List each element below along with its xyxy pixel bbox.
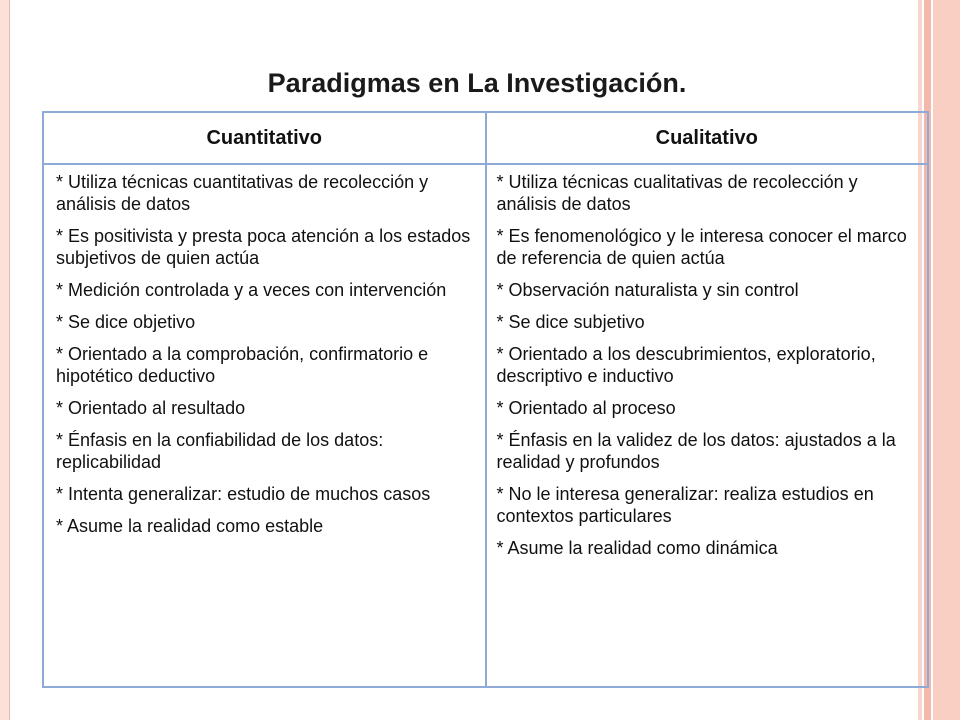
list-item: * Orientado a los descubrimientos, exploratorio, descriptivo e inductivo <box>496 344 876 386</box>
list-item: * Utiliza técnicas cuantitativas de recolección y análisis de datos <box>56 172 429 214</box>
list-item: * Orientado a la comprobación, confirmatorio e hipotético deductivo <box>56 344 429 386</box>
list-item: * Orientado al proceso <box>496 398 676 418</box>
header-cuantitativo: Cuantitativo <box>43 112 486 164</box>
list-item: * Es positivista y presta poca atención a los estados subjetivos de quien actúa <box>56 226 471 268</box>
list-item: * Énfasis en la validez de los datos: ajustados a la realidad y profundos <box>496 430 896 472</box>
list-item: * Es fenomenológico y le interesa conocer el marco de referencia de quien actúa <box>496 226 907 268</box>
list-item: * Orientado al resultado <box>56 398 246 418</box>
list-item: * Se dice subjetivo <box>496 312 645 332</box>
list-item: * Medición controlada y a veces con intervención <box>56 280 447 300</box>
list-item: * No le interesa generalizar: realiza estudios en contextos particulares <box>496 484 874 526</box>
table-header-row <box>43 112 928 164</box>
list-item: * Se dice objetivo <box>56 312 196 332</box>
comparison-table <box>42 111 929 688</box>
left-decorative-border <box>0 0 10 720</box>
list-item: * Énfasis en la confiabilidad de los datos: replicabilidad <box>56 430 384 472</box>
cuantitativo-column <box>43 164 486 687</box>
list-item: * Asume la realidad como estable <box>56 516 324 536</box>
table-row <box>43 164 928 687</box>
list-item: * Intenta generalizar: estudio de muchos casos <box>56 484 431 504</box>
slide-title: Paradigmas en La Investigación. <box>267 68 687 98</box>
list-item: * Utiliza técnicas cualitativas de recolección y análisis de datos <box>496 172 858 214</box>
list-item: * Observación naturalista y sin control <box>496 280 799 300</box>
header-cualitativo: Cualitativo <box>486 112 929 164</box>
list-item: * Asume la realidad como dinámica <box>496 538 778 558</box>
cualitativo-column <box>486 164 929 687</box>
